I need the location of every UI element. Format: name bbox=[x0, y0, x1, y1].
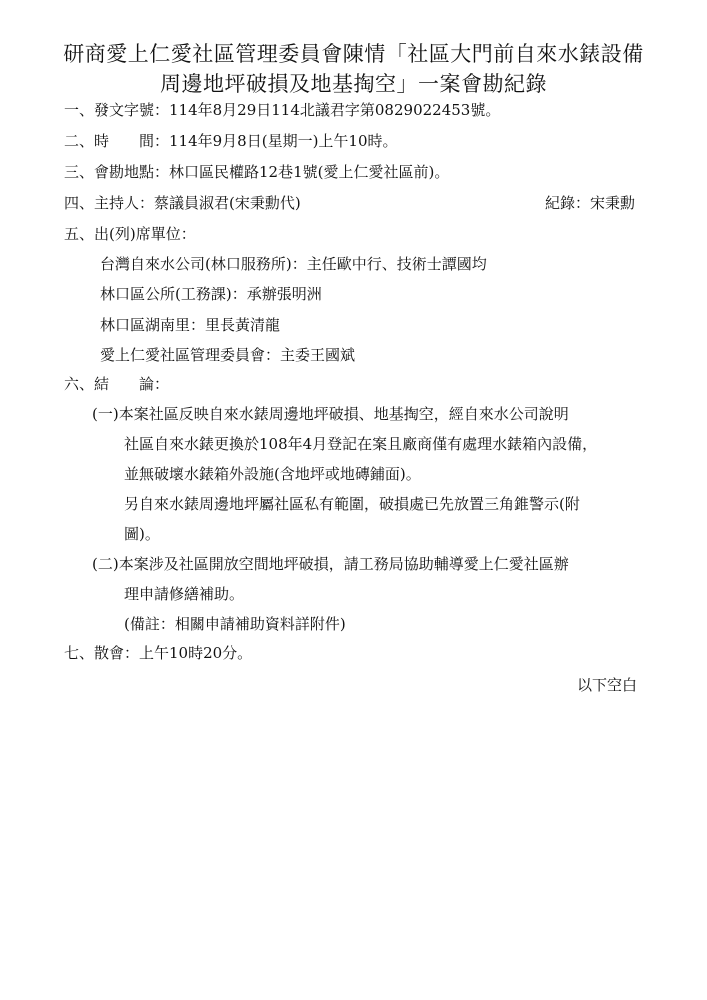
section-doc-number: 一、發文字號：114年8月29日114北議君字第0829022453號。 bbox=[64, 101, 501, 119]
conclusion-1-line: 社區自來水錶更換於108年4月登記在案且廠商僅有處理水錶箱內設備， bbox=[124, 435, 598, 453]
attendee-item: 林口區湖南里：里長黃清龍 bbox=[100, 316, 281, 334]
section-adjourn: 七、散會：上午10時20分。 bbox=[64, 644, 253, 662]
conclusion-2-line: 理申請修繕補助。 bbox=[124, 585, 245, 603]
section-time: 二、時 間：114年9月8日(星期一)上午10時。 bbox=[64, 132, 398, 150]
conclusion-1-line: 圖)。 bbox=[124, 525, 160, 543]
attendee-item: 林口區公所(工務課)：承辦張明洲 bbox=[100, 285, 322, 303]
end-note: 以下空白 bbox=[576, 676, 637, 694]
document-title-line-2: 周邊地坪破損及地基掏空」一案會勘紀錄 bbox=[160, 72, 547, 96]
attendee-item: 台灣自來水公司(林口服務所)：主任歐中行、技術士譚國均 bbox=[100, 255, 487, 273]
recorder: 紀錄：宋秉勳 bbox=[544, 194, 635, 212]
conclusion-1-line: (一)本案社區反映自來水錶周邊地坪破損、地基掏空，經自來水公司說明 bbox=[92, 405, 569, 423]
section-host: 四、主持人：蔡議員淑君(宋秉勳代) bbox=[64, 194, 301, 212]
conclusion-1-line: 另自來水錶周邊地坪屬社區私有範圍，破損處已先放置三角錐警示(附 bbox=[124, 495, 580, 513]
conclusion-2-note: (備註：相關申請補助資料詳附件) bbox=[124, 615, 346, 633]
conclusion-1-line: 並無破壞水錶箱外設施(含地坪或地磚鋪面)。 bbox=[124, 465, 421, 483]
section-attendees: 五、出(列)席單位： bbox=[64, 225, 196, 243]
section-conclusion: 六、結 論： bbox=[64, 375, 170, 393]
attendee-item: 愛上仁愛社區管理委員會：主委王國斌 bbox=[100, 346, 356, 364]
document-title-line-1: 研商愛上仁愛社區管理委員會陳情「社區大門前自來水錶設備 bbox=[63, 42, 644, 66]
section-location: 三、會勘地點：林口區民權路12巷1號(愛上仁愛社區前)。 bbox=[64, 163, 450, 181]
conclusion-2-line: (二)本案涉及社區開放空間地坪破損，請工務局協助輔導愛上仁愛社區辦 bbox=[92, 555, 569, 573]
